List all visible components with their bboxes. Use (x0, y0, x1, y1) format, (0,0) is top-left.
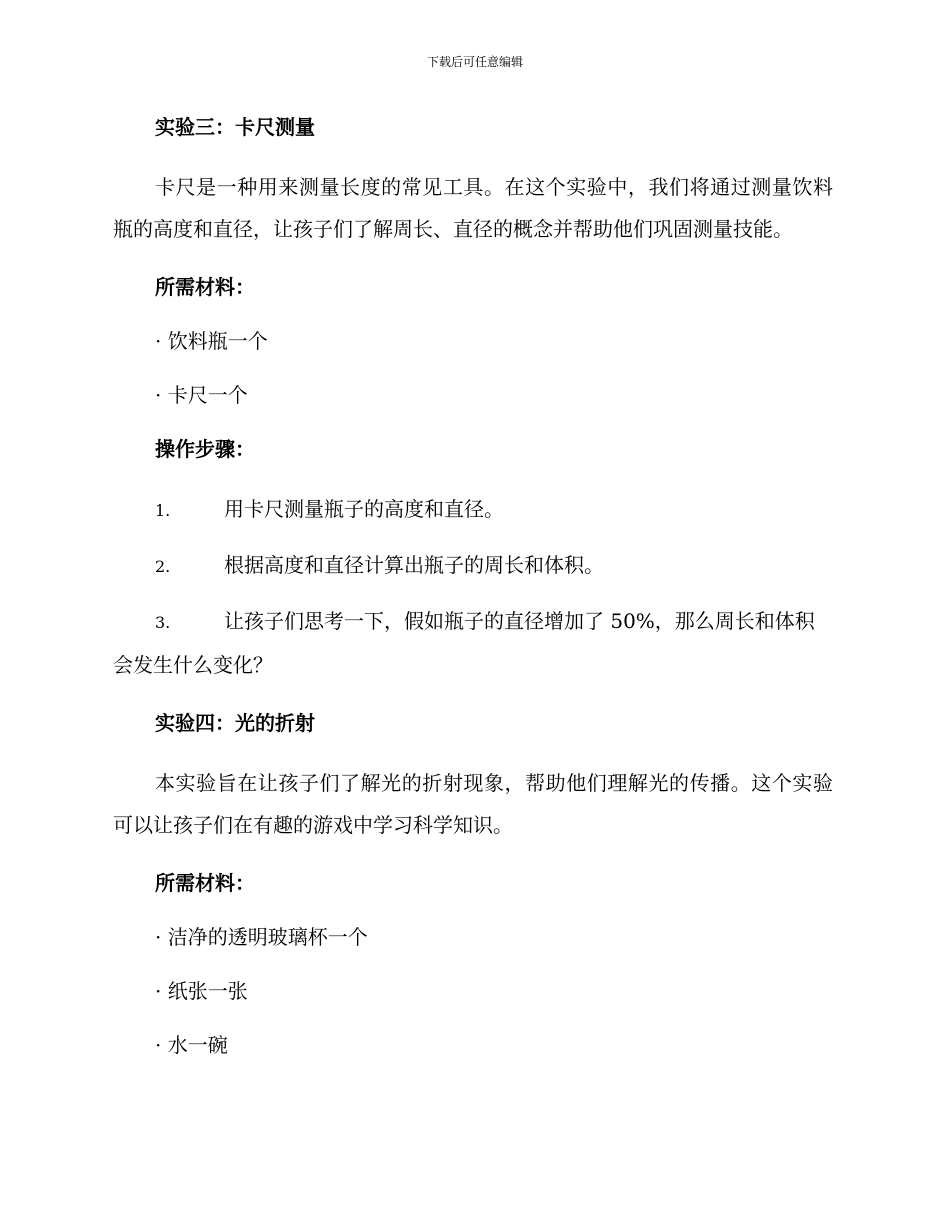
step-number: 3. (155, 613, 171, 632)
material-item: · 饮料瓶一个 (155, 329, 268, 353)
material-item: · 卡尺一个 (155, 383, 248, 407)
section3-title: 实验三：卡尺测量 (155, 115, 315, 139)
step-item (113, 488, 833, 532)
page-header: 下载后可任意编辑 (426, 55, 523, 69)
step-item (113, 600, 833, 686)
step-number: 1. (155, 501, 171, 520)
section4-title: 实验四：光的折射 (155, 711, 315, 735)
section3-intro: 卡尺是一种用来测量长度的常见工具。在这个实验中，我们将通过测量饮料瓶的高度和直径，让孩子们了解周长、直径的概念并帮助他们巩固测量技能。 (113, 175, 833, 241)
material-item: · 洁净的透明玻璃杯一个 (155, 925, 368, 949)
step-text: 用卡尺测量瓶子的高度和直径。 (224, 497, 504, 521)
section4-intro: 本实验旨在让孩子们了解光的折射现象，帮助他们理解光的传播。这个实验可以让孩子们在有趣的游戏中学习科学知识。 (113, 771, 833, 837)
step-number: 2. (155, 557, 171, 576)
step-item (113, 544, 833, 588)
document-body (113, 112, 833, 1084)
step-text: 根据高度和直径计算出瓶子的周长和体积。 (224, 553, 604, 577)
section3-steps-heading: 操作步骤： (155, 437, 255, 461)
section4-materials-heading: 所需材料： (155, 871, 255, 895)
section3-materials-heading: 所需材料： (155, 275, 255, 299)
step-text: 让孩子们思考一下，假如瓶子的直径增加了 50%，那么周长和体积会发生什么变化？ (113, 609, 815, 677)
material-item: · 纸张一张 (155, 979, 248, 1003)
material-item: · 水一碗 (155, 1033, 228, 1057)
